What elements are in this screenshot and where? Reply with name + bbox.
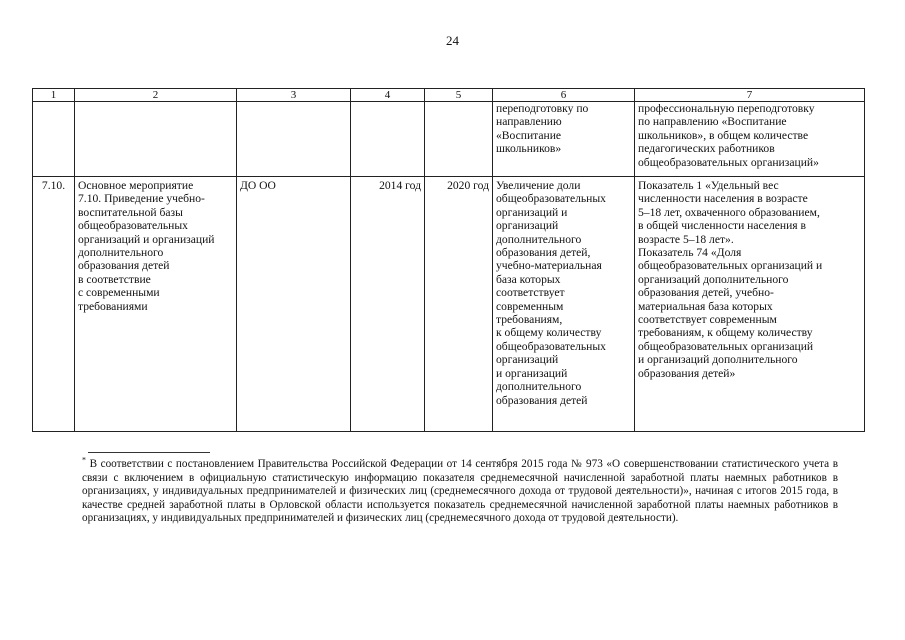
header-cell-3: 3 [237,89,351,102]
row-number: 7.10. [33,177,75,432]
empty-cell [425,102,493,177]
program-table [32,88,865,432]
end-year-cell: 2020 год [425,177,493,432]
measure-cell: Основное мероприятие 7.10. Приведение учебно- воспитательной базы общеобразовательных организаций и организаций дополнительного образования детей в соответствие с современными требованиями [75,177,237,432]
start-year-cell: 2014 год [351,177,425,432]
footnote [82,455,839,526]
empty-cell [75,102,237,177]
table-header-row [33,89,865,102]
footnote-separator [88,452,210,453]
header-cell-7: 7 [635,89,865,102]
header-cell-4: 4 [351,89,425,102]
footnote-text: В соответствии с постановлением Правительства Российской Федерации от 14 сентября 2015 года № 973 «О совершенствовании статистического учета в связи с включением в официальную статистическую информацию показателя среднемесячной начисленной заработной платы наемных работников в организациях, у индивидуальных предпринимателей и физических лиц (среднемесячного дохода от трудовой деятельности)», начиная с итогов 2015 года, в качестве средней заработной платы в Орловской области используется показатель среднемесячной начисленной заработной платы наемных работников в организациях, у индивидуальных предпринимателей и физических лиц (среднемесячного дохода от трудовой деятельности). [82,458,839,524]
header-cell-2: 2 [75,89,237,102]
result-cell-continued: переподготовку по направлению «Воспитание школьников» [493,102,635,177]
indicators-cell: Показатель 1 «Удельный вес численности населения в возрасте 5–18 лет, охваченного образованием, в общей численности населения в возрасте 5–18 лет». Показатель 74 «Доля общеобразовательных организаций и организаций дополнительного образования детей, учебно- материальная база которых соответствует современным требованиям, к общему количеству общеобразовательных организаций и организаций дополнительного образования детей» [635,177,865,432]
header-cell-6: 6 [493,89,635,102]
result-cell: Увеличение доли общеобразовательных организаций и организаций дополнительного образования детей, учебно-материальная база которых соответствует современным требованиям, к общему количеству общеобразовательных организаций и организаций дополнительного образования детей [493,177,635,432]
empty-cell [237,102,351,177]
table-row [33,177,865,432]
executor-cell: ДО ОО [237,177,351,432]
header-cell-5: 5 [425,89,493,102]
indicators-cell-continued: профессиональную переподготовку по направлению «Воспитание школьников», в общем количестве педагогических работников общеобразовательных организаций» [635,102,865,177]
table-row-continuation [33,102,865,177]
header-cell-1: 1 [33,89,75,102]
footnote-marker: * [82,455,86,465]
empty-cell [33,102,75,177]
page-number: 24 [446,33,459,48]
empty-cell [351,102,425,177]
